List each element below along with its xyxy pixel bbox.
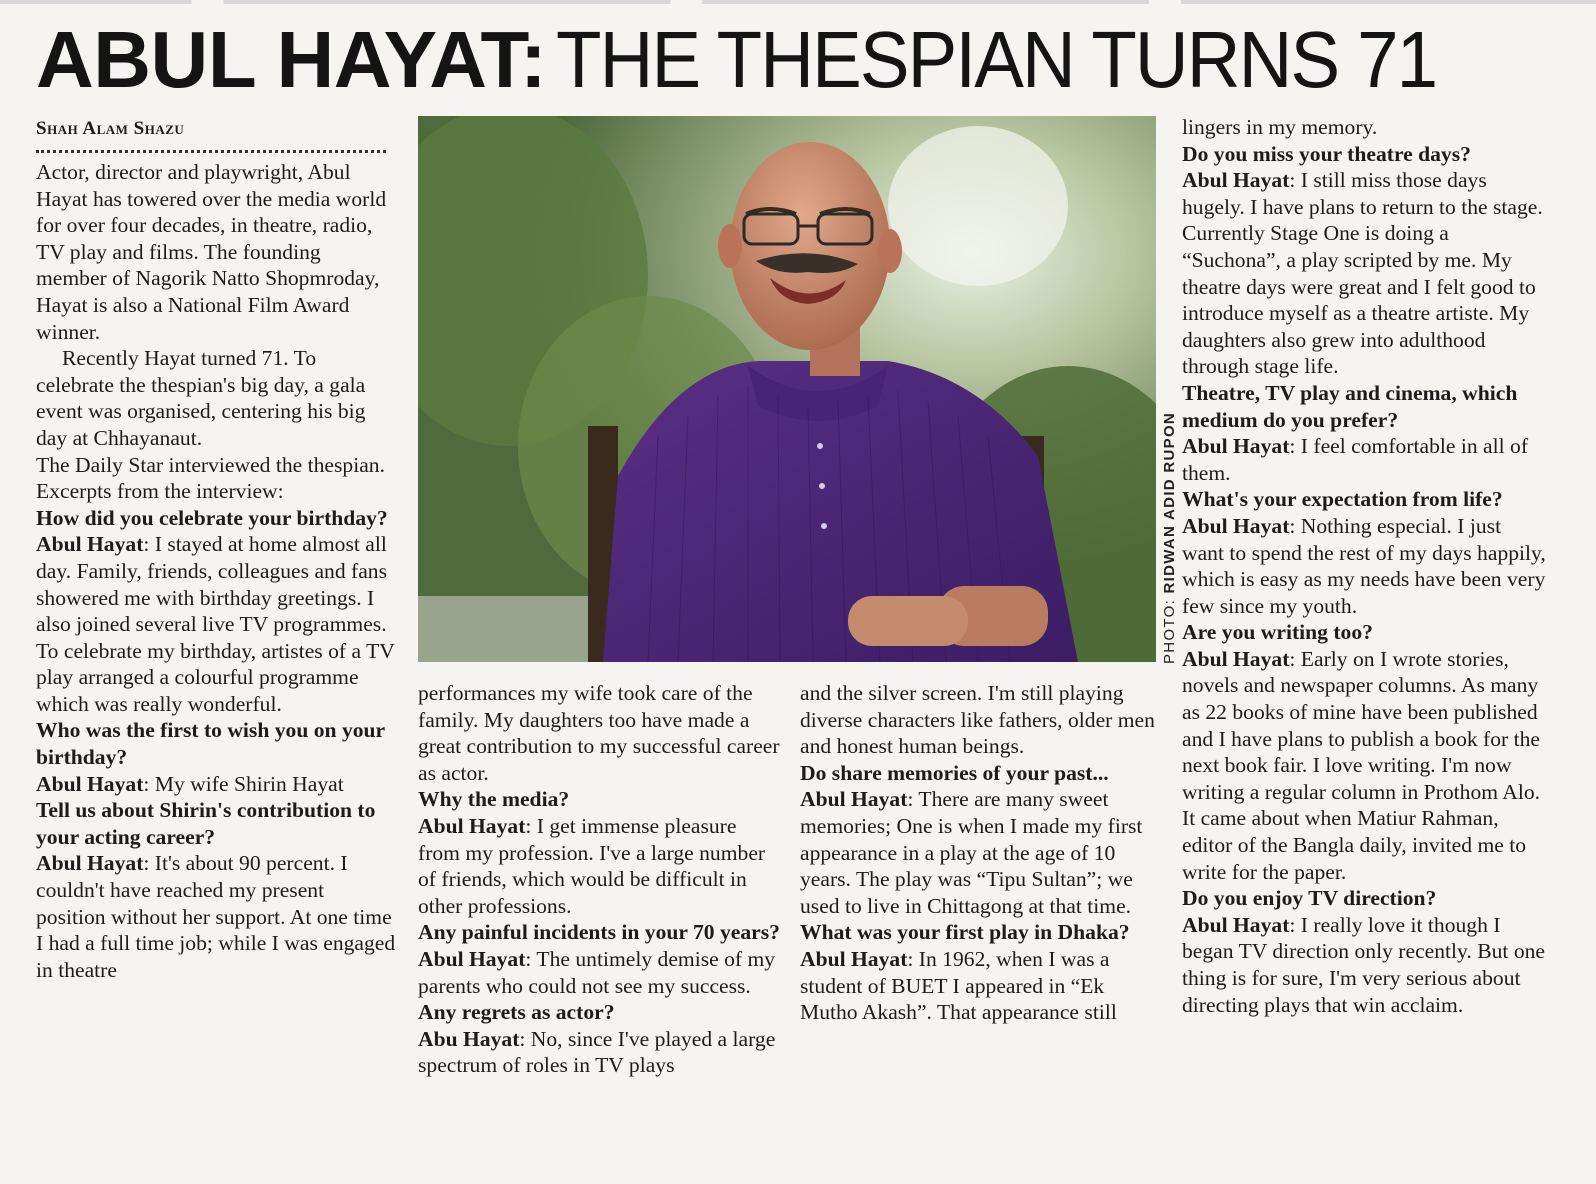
continued-paragraph: performances my wife took care of the family. My daughters too have made a great contribution to my successful career as actor. [418, 681, 780, 785]
question: Theatre, TV play and cinema, which medium do you prefer? [1182, 380, 1518, 432]
answer [418, 813, 780, 919]
continued-paragraph: and the silver screen. I'm still playing diverse characters like fathers, older men and honest human beings. [800, 681, 1155, 759]
question: Do share memories of your past... [800, 760, 1109, 785]
answer [1182, 167, 1546, 380]
answer [1182, 646, 1546, 885]
portrait-illustration [418, 116, 1156, 662]
answer [1182, 513, 1546, 619]
byline-divider [36, 150, 386, 153]
answer-text: : Nothing especial. I just want to spend the rest of my days happily, which is easy as my needs have been very few since my youth. [1182, 513, 1546, 618]
answer-speaker: Abu Hayat [418, 1026, 520, 1051]
answer-text: : It's about 90 percent. I couldn't have reached my present position without her support. At one time I had a full time job; while I was engaged in theatre [36, 851, 396, 982]
answer-text: : I still miss those days hugely. I have plans to return to the stage. Currently Stage One is doing a “Suchona”, a play scripted by me. My theatre days were great and I felt good to introduce myself as a theatre artiste. My daughters also grew into adulthood through stage life. [1182, 168, 1543, 379]
intro-paragraph-3: The Daily Star interviewed the thespian. Excerpts from the interview: [36, 452, 385, 504]
answer-text: : There are many sweet memories; One is when I made my first appearance in a play at the age of 10 years. The play was “Tipu Sultan”; we used to live in Chittagong at that time. [800, 787, 1143, 918]
headline-subtitle: THE THESPIAN TURNS 71 [556, 15, 1437, 104]
answer [418, 946, 780, 999]
answer-text: : In 1962, when I was a student of BUET I appeared in “Ek Mutho Akash”. That appearance still [800, 946, 1117, 1025]
column-1 [36, 116, 396, 983]
byline: Shah Alam Shazu [36, 118, 185, 139]
answer-text: : No, since I've played a large spectrum of roles in TV plays [418, 1026, 776, 1078]
answer [36, 850, 396, 983]
answer-speaker: Abul Hayat [1182, 513, 1290, 538]
photo-credit-name: RIDWAN ADID RUPON [1161, 411, 1178, 594]
answer-text: : I stayed at home almost all day. Family, friends, colleagues and fans showered me with birthday greetings. I also joined several live TV programmes. To celebrate my birthday, artistes of a TV play arranged a colourful programme which was really wonderful. [36, 532, 395, 716]
question: Do you miss your theatre days? [1182, 141, 1471, 166]
question: Tell us about Shirin's contribution to your acting career? [36, 798, 376, 849]
answer-text: : Early on I wrote stories, novels and newspaper columns. As many as 22 books of mine have been published and I have plans to publish a book for the next book fair. I love writing. I'm now writing a regular column in Prothom Alo. It came about when Matiur Rahman, editor of the Bangla daily, invited me to write for the paper. [1182, 646, 1541, 884]
question: Any regrets as actor? [418, 1000, 615, 1025]
question: What's your expectation from life? [1182, 487, 1503, 512]
question: What was your first play in Dhaka? [800, 920, 1130, 945]
answer-speaker: Abul Hayat [1182, 168, 1290, 193]
answer-speaker: Abul Hayat [418, 946, 526, 971]
answer-text: : I get immense pleasure from my profession. I've a large number of friends, which would be difficult in other professions. [418, 813, 766, 918]
answer-speaker: Abul Hayat [36, 532, 144, 557]
answer-text: : The untimely demise of my parents who could not see my success. [418, 946, 776, 998]
question: Who was the first to wish you on your birthday? [36, 718, 385, 770]
answer [800, 946, 1158, 1026]
photo-credit [1160, 402, 1180, 664]
answer [800, 786, 1158, 919]
answer-speaker: Abul Hayat [1182, 912, 1290, 937]
photo-credit-prefix: PHOTO: [1161, 598, 1178, 664]
answer-speaker: Abul Hayat [418, 813, 526, 838]
answer [1182, 433, 1546, 486]
question: Are you writing too? [1182, 620, 1373, 645]
answer-speaker: Abul Hayat [36, 851, 144, 876]
column-2 [418, 680, 780, 1079]
answer [36, 531, 396, 717]
answer [1182, 912, 1546, 1018]
answer-text: : My wife Shirin Hayat [143, 771, 344, 796]
answer [418, 1026, 780, 1079]
column-4 [1182, 114, 1546, 1018]
intro-paragraph-2: Recently Hayat turned 71. To celebrate the thespian's big day, a gala event was organised, centering his big day at Chhayanaut. [36, 346, 366, 450]
answer-speaker: Abul Hayat [1182, 434, 1290, 459]
answer-text: : I feel comfortable in all of them. [1182, 434, 1529, 485]
continued-paragraph: lingers in my memory. [1182, 115, 1378, 139]
intro-paragraph-1: Actor, director and playwright, Abul Hayat has towered over the media world for over four decades, in theatre, radio, TV play and films. The founding member of Nagorik Natto Shopmroday, Hayat is also a National Film Award winner. [36, 160, 387, 344]
column-3 [800, 680, 1158, 1026]
headline [36, 14, 1566, 106]
answer [36, 771, 396, 798]
answer-speaker: Abul Hayat [36, 771, 144, 796]
question: Do you enjoy TV direction? [1182, 886, 1437, 911]
top-rule [0, 0, 1596, 4]
question: Any painful incidents in your 70 years? [418, 920, 780, 945]
answer-text: : I really love it though I began TV direction only recently. But one thing is for sure, I'm very serious about directing plays that win acclaim. [1182, 912, 1546, 1017]
answer-speaker: Abul Hayat [1182, 646, 1290, 671]
headline-name: ABUL HAYAT: [36, 15, 547, 104]
answer-speaker: Abul Hayat [800, 787, 908, 812]
question: Why the media? [418, 787, 570, 812]
question: How did you celebrate your birthday? [36, 505, 388, 530]
answer-speaker: Abul Hayat [800, 946, 908, 971]
portrait-photo [418, 116, 1156, 662]
